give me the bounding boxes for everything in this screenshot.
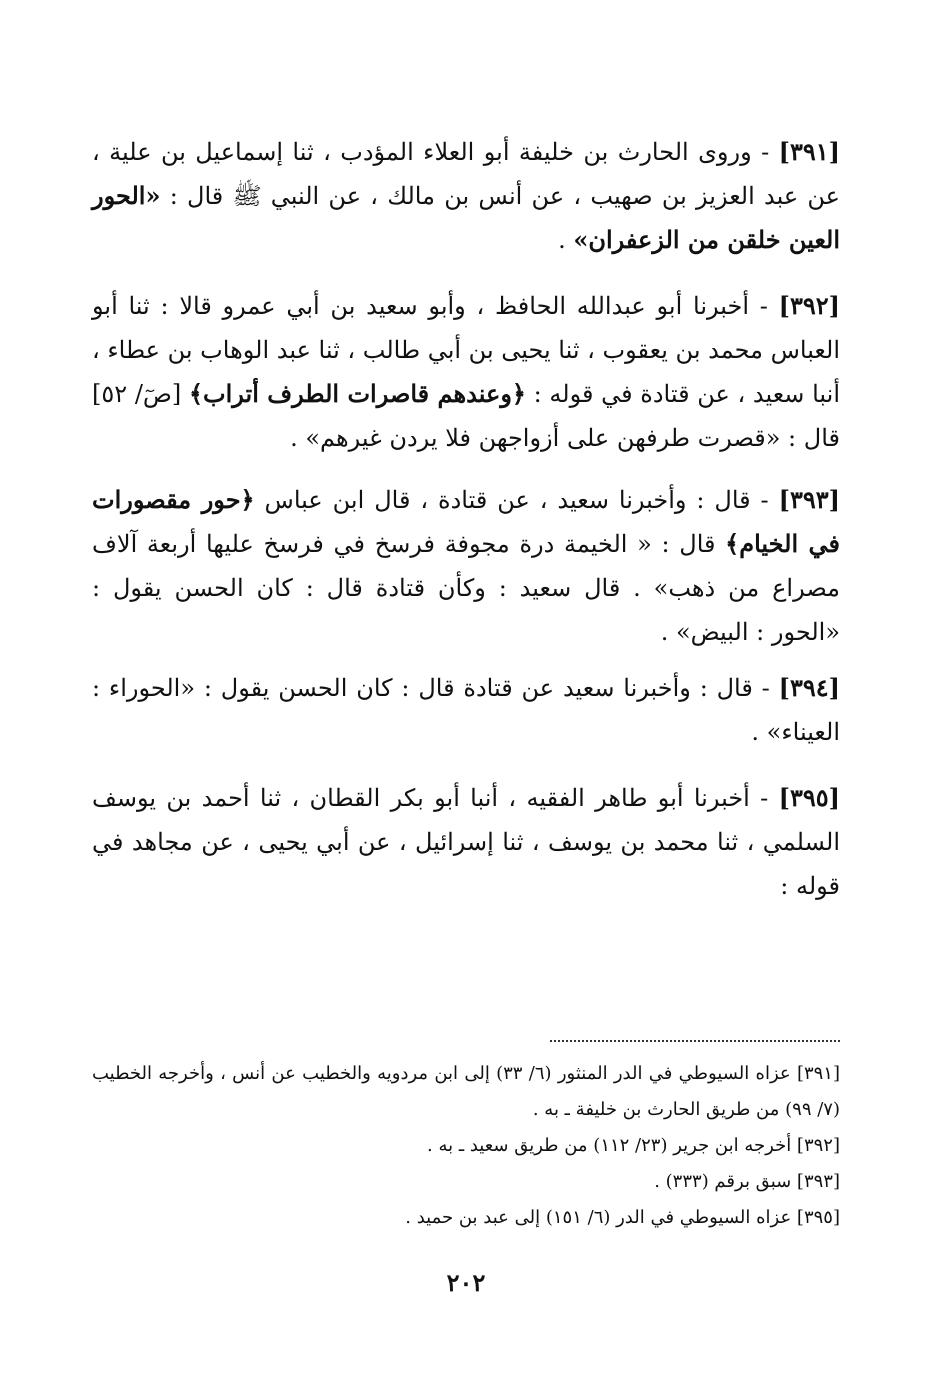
quran-verse: ﴿حور مقصورات في الخيام﴾ (92, 485, 841, 558)
hadith-394 (92, 666, 840, 754)
hadith-matn: «الحور العين خلقن من الزعفران» (92, 181, 840, 254)
hadith-391 (92, 130, 840, 262)
hadith-393 (92, 478, 840, 654)
hadith-text: - قال : وأخبرنا سعيد عن قتادة قال : كان الحسن يقول : «الحوراء : العيناء» . (92, 674, 840, 746)
hadith-number: [٣٩١] (778, 137, 840, 166)
hadith-text: - وروى الحارث بن خليفة أبو العلاء المؤدب ، ثنا إسماعيل بن علية ، عن عبد العزيز بن صهيب ، عن أنس بن مالك ، عن النبي ﷺ قال : (92, 138, 840, 210)
footnote-393: [٣٩٣] سبق برقم (٣٣٣) . (654, 1171, 840, 1192)
hadith-392 (92, 284, 840, 460)
hadith-text-end: قال : « الخيمة درة مجوفة فرسخ في فرسخ عليها أربعة آلاف مصراع من ذهب» . قال سعيد : وكأن قتادة قال : كان الحسن يقول : «الحور : البيض» . (92, 530, 840, 646)
hadith-text: - أخبرنا أبو طاهر الفقيه ، أنبا أبو بكر القطان ، ثنا أحمد بن يوسف السلمي ، ثنا محمد بن يوسف ، ثنا إسرائيل ، عن أبي يحيى ، عن مجاهد في قوله : (92, 784, 840, 900)
footnote-391: [٣٩١] عزاه السيوطي في الدر المنثور (٦/ ٣٣) إلى ابن مردويه والخطيب عن أنس ، وأخرجه الخطيب (٧/ ٩٩) من طريق الحارث بن خليفة ـ به . (92, 1063, 841, 1120)
footnote-395: [٣٩٥] عزاه السيوطي في الدر (٦/ ١٥١) إلى عبد بن حميد . (405, 1207, 840, 1228)
hadith-text-end: [صٓ/ ٥٢] قال : «قصرت طرفهن على أزواجهن فلا يردن غيرهم» . (92, 380, 840, 452)
hadith-395 (92, 776, 840, 908)
hadith-number: [٣٩٤] (778, 673, 840, 702)
footnote-separator (550, 1040, 840, 1042)
main-text (92, 130, 840, 908)
hadith-number: [٣٩٥] (778, 783, 840, 812)
quran-verse: ﴿وعندهم قاصرات الطرف أتراب﴾ (188, 379, 526, 408)
hadith-text: - قال : وأخبرنا سعيد ، عن قتادة ، قال ابن عباس (254, 486, 779, 514)
hadith-text: - أخبرنا أبو عبدالله الحافظ ، وأبو سعيد بن أبي عمرو قالا : ثنا أبو العباس محمد بن يعقوب ، ثنا يحيى بن أبي طالب ، ثنا عبد الوهاب بن عطاء ، أنبا سعيد ، عن قتادة في قوله : (91, 292, 840, 408)
footnotes (92, 1056, 840, 1236)
page-number: ٢٠٢ (446, 1268, 486, 1297)
hadith-number: [٣٩٢] (778, 291, 840, 320)
footnote-392: [٣٩٢] أخرجه ابن جرير (٢٣/ ١١٢) من طريق سعيد ـ به . (427, 1135, 840, 1156)
hadith-text-end: . (558, 226, 574, 254)
hadith-number: [٣٩٣] (778, 485, 840, 514)
